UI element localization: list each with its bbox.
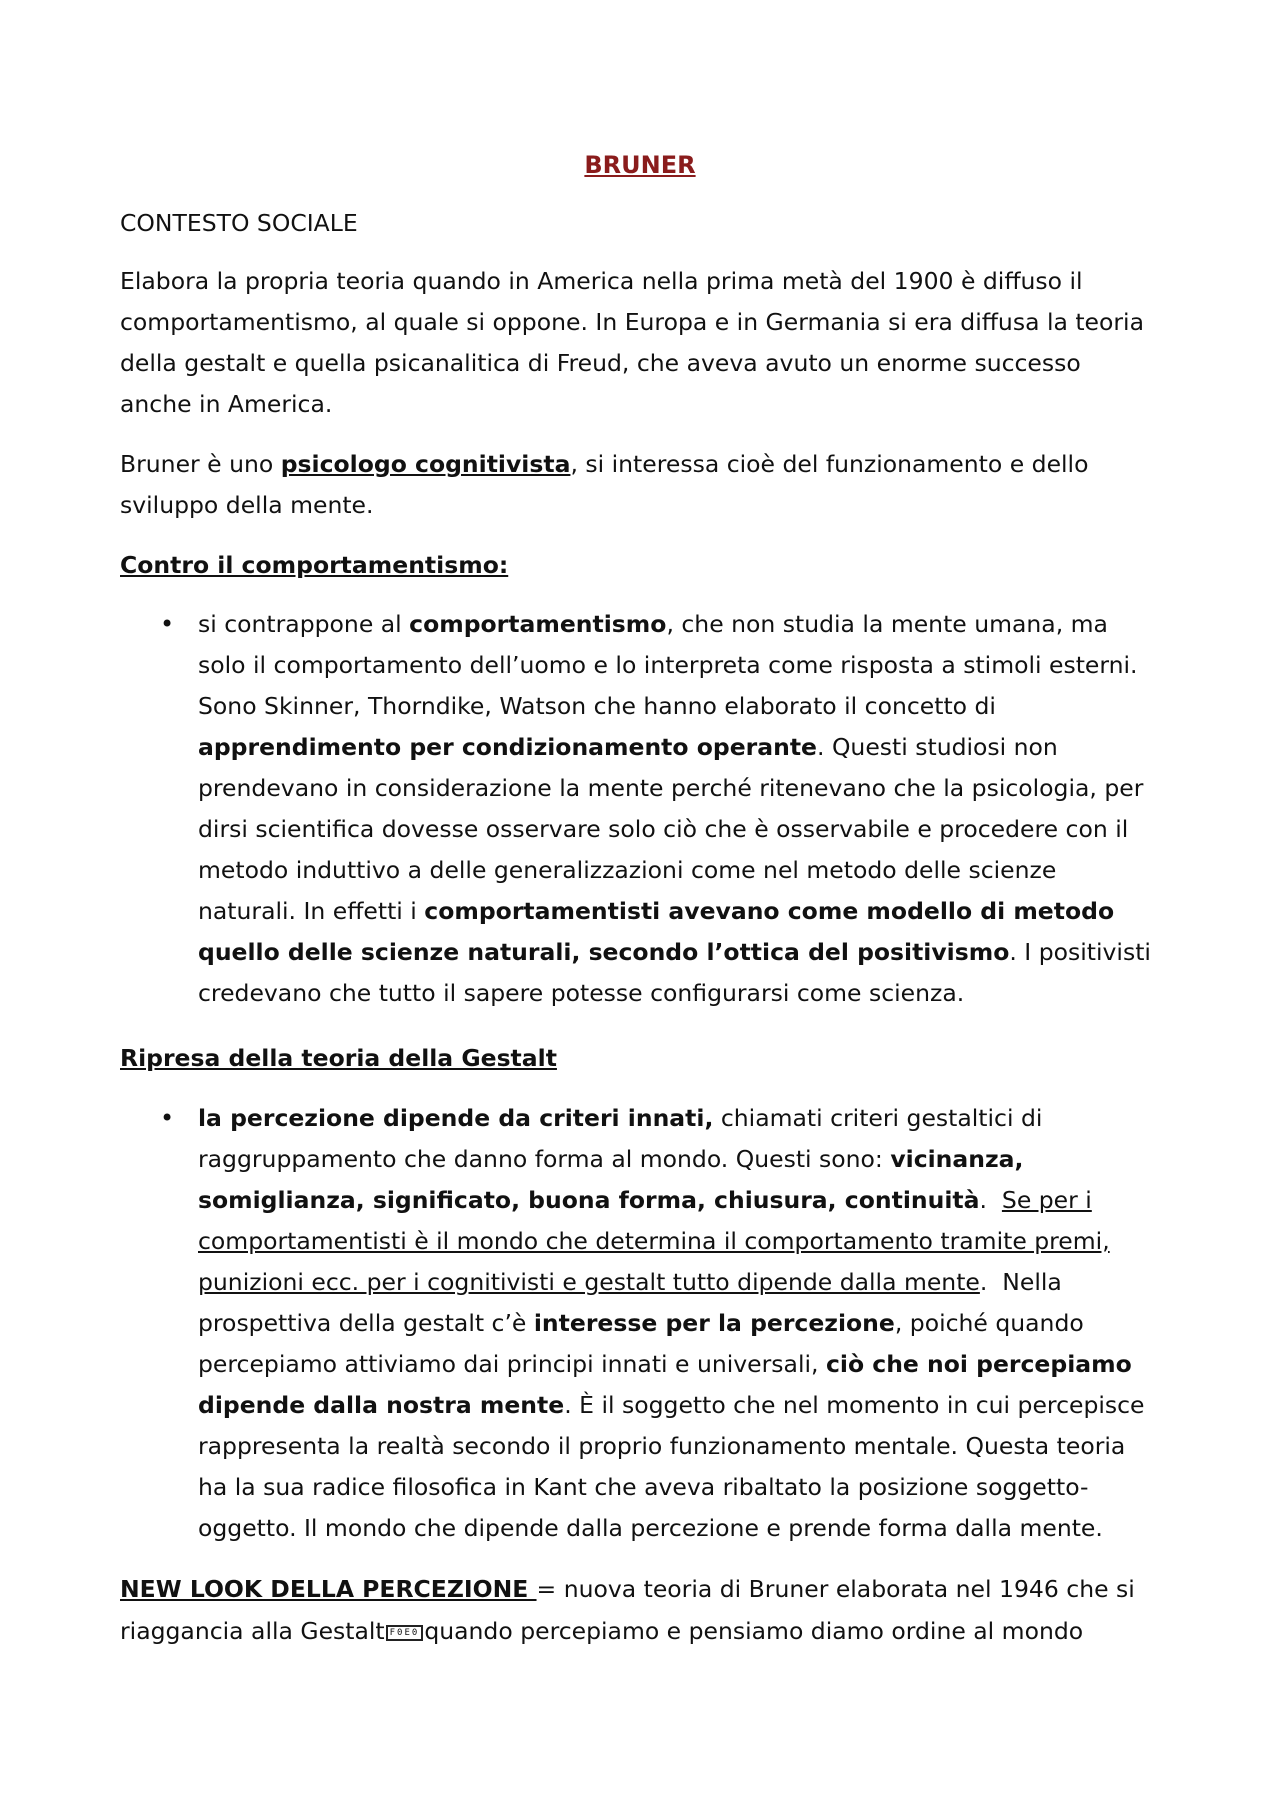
heading-text: Ripresa della teoria della Gestalt bbox=[120, 1044, 557, 1072]
emphasis-text: vicinanza, bbox=[890, 1145, 1024, 1173]
text-run: chiamati criteri gestaltici di bbox=[713, 1104, 1043, 1132]
emphasis-text: somiglianza, significato, buona forma, chiusura, continuità bbox=[198, 1186, 980, 1214]
text-run: . bbox=[979, 1186, 1002, 1214]
missing-glyph-icon: F0E0 bbox=[386, 1625, 424, 1641]
emphasis-text: la percezione dipende da criteri innati, bbox=[198, 1104, 714, 1132]
emphasis-text: apprendimento per condizionamento operante bbox=[198, 733, 817, 761]
emphasis-text: quello delle scienze naturali, secondo l’ottica del positivismo bbox=[198, 938, 1010, 966]
bullet-line: ha la sua radice filosofica in Kant che aveva ribaltato la posizione soggetto- bbox=[198, 1473, 1089, 1501]
bullet-line bbox=[198, 896, 1114, 926]
bullet-line: credevano che tutto il sapere potesse configurarsi come scienza. bbox=[198, 979, 965, 1007]
paragraph-line: sviluppo della mente. bbox=[120, 491, 374, 519]
text-run: quando percepiamo e pensiamo diamo ordine al mondo bbox=[424, 1617, 1084, 1645]
paragraph-line: della gestalt e quella psicanalitica di Freud, che aveva avuto un enorme successo bbox=[120, 349, 1081, 377]
bullet-marker: • bbox=[160, 610, 175, 638]
bullet-line bbox=[198, 732, 1058, 762]
bullet-line bbox=[198, 1349, 1132, 1379]
heading-text: NEW LOOK DELLA PERCEZIONE bbox=[120, 1575, 537, 1603]
text-run: prospettiva della gestalt c’è bbox=[198, 1309, 534, 1337]
bullet-line bbox=[198, 609, 1108, 639]
bullet-line: prendevano in considerazione la mente perché ritenevano che la psicologia, per bbox=[198, 774, 1144, 802]
bullet-line bbox=[198, 937, 1151, 967]
section-heading-gestalt bbox=[120, 1043, 557, 1073]
text-run: si contrappone al bbox=[198, 610, 410, 638]
text-run: . Questi studiosi non bbox=[817, 733, 1058, 761]
text-run: Bruner è uno bbox=[120, 450, 281, 478]
paragraph-line bbox=[120, 1616, 1083, 1646]
emphasis-text: interesse per la percezione bbox=[533, 1309, 895, 1337]
text-run: . È il soggetto che nel momento in cui percepisce bbox=[564, 1391, 1145, 1419]
bullet-line: Sono Skinner, Thorndike, Watson che hanno elaborato il concetto di bbox=[198, 692, 996, 720]
bullet-line: solo il comportamento dell’uomo e lo interpreta come risposta a stimoli esterni. bbox=[198, 651, 1138, 679]
emphasis-text: psicologo cognitivista bbox=[280, 450, 571, 478]
emphasis-text: dipende dalla nostra mente bbox=[198, 1391, 565, 1419]
bullet-line bbox=[198, 1144, 1023, 1174]
bullet-line: rappresenta la realtà secondo il proprio funzionamento mentale. Questa teoria bbox=[198, 1432, 1126, 1460]
emphasis-text: ciò che noi percepiamo bbox=[825, 1350, 1132, 1378]
text-run: . Nella bbox=[979, 1268, 1062, 1296]
paragraph-line bbox=[120, 449, 1088, 479]
underlined-text: punizioni ecc. per i cognitivisti e gestalt tutto dipende dalla mente bbox=[198, 1268, 980, 1296]
document-title: BRUNER bbox=[584, 151, 696, 179]
section-heading-contesto: CONTESTO SOCIALE bbox=[120, 209, 358, 237]
paragraph-line: comportamentismo, al quale si oppone. In Europa e in Germania si era diffusa la teoria bbox=[120, 308, 1144, 336]
bullet-line bbox=[198, 1308, 1084, 1338]
paragraph-line: anche in America. bbox=[120, 390, 333, 418]
bullet-line bbox=[198, 1185, 1092, 1215]
text-run: naturali. In effetti i bbox=[198, 897, 425, 925]
text-run: . I positivisti bbox=[1009, 938, 1151, 966]
emphasis-text: comportamentisti avevano come modello di metodo bbox=[424, 897, 1115, 925]
text-run: = nuova teoria di Bruner elaborata nel 1946 che si bbox=[536, 1575, 1135, 1603]
bullet-marker: • bbox=[160, 1104, 175, 1132]
bullet-line bbox=[198, 1226, 1110, 1256]
underlined-text: comportamentisti è il mondo che determina il comportamento tramite premi, bbox=[198, 1227, 1110, 1255]
text-run: raggruppamento che danno forma al mondo. Questi sono: bbox=[198, 1145, 891, 1173]
section-heading-contro bbox=[120, 550, 508, 580]
heading-text: Contro il comportamentismo: bbox=[120, 551, 509, 579]
text-run: percepiamo attiviamo dai principi innati e universali, bbox=[198, 1350, 826, 1378]
bullet-line bbox=[198, 1103, 1042, 1133]
bullet-line bbox=[198, 1390, 1145, 1420]
text-run: , si interessa cioè del funzionamento e dello bbox=[570, 450, 1089, 478]
text-run: , poiché quando bbox=[894, 1309, 1084, 1337]
bullet-line bbox=[198, 1267, 1062, 1297]
bullet-line: metodo induttivo a delle generalizzazioni come nel metodo delle scienze bbox=[198, 856, 1057, 884]
text-run: , che non studia la mente umana, ma bbox=[666, 610, 1108, 638]
bullet-line: dirsi scientifica dovesse osservare solo ciò che è osservabile e procedere con il bbox=[198, 815, 1129, 843]
underlined-text: Se per i bbox=[1001, 1186, 1092, 1214]
bullet-line: oggetto. Il mondo che dipende dalla percezione e prende forma dalla mente. bbox=[198, 1514, 1103, 1542]
text-run: riaggancia alla Gestalt bbox=[120, 1617, 385, 1645]
emphasis-text: comportamentismo bbox=[409, 610, 667, 638]
paragraph-line: Elabora la propria teoria quando in America nella prima metà del 1900 è diffuso il bbox=[120, 267, 1083, 295]
paragraph-line bbox=[120, 1574, 1135, 1604]
